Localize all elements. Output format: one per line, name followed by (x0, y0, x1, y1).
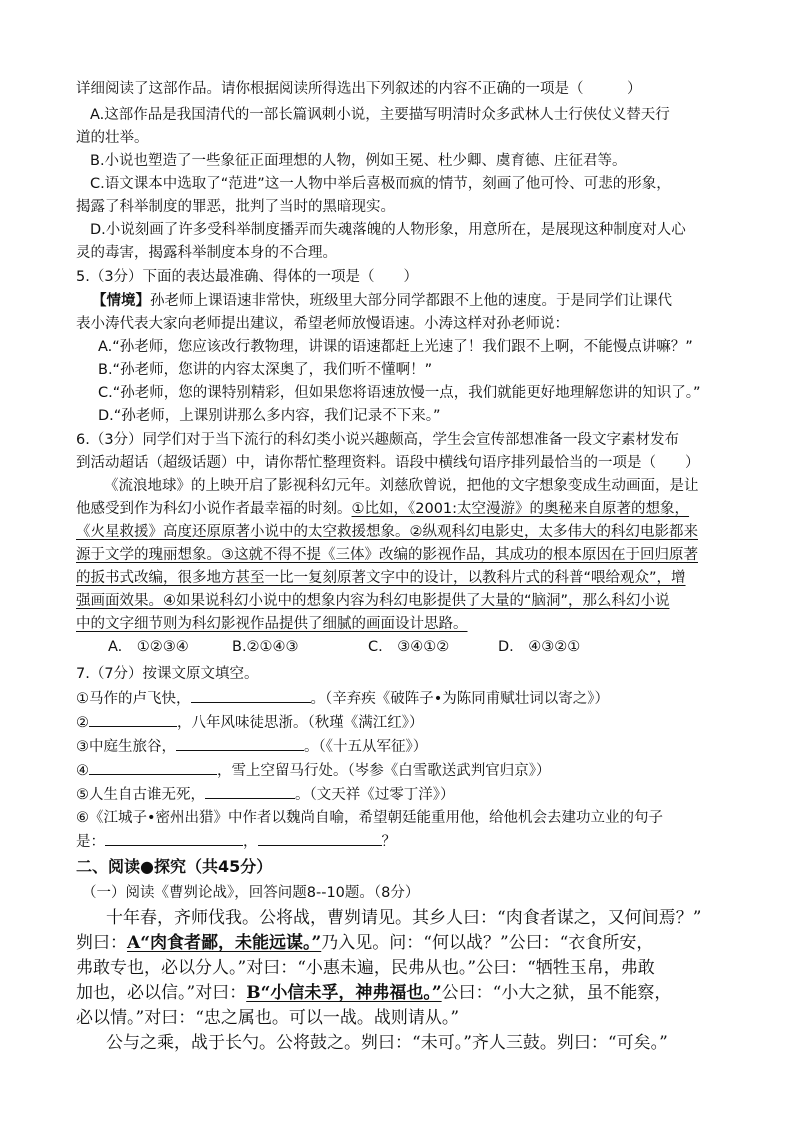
q7-blank-field[interactable] (258, 831, 382, 846)
q5-option-d: D.“孙老师，上课别讲那么多内容，我们记录不下来。” (98, 408, 441, 424)
q6-underlined-sentence: 源于文学的瑰丽想象。③这就不得不提《三体》改编的影视作品，其成功的根本原因在于回归原著 (76, 547, 698, 563)
q6-passage-line: 《流浪地球》的上映开启了影视科幻元年。刘慈欣曾说，把他的文字想象变成生动画面，是让 (104, 478, 699, 494)
q5-context-cont: 表小涛代表大家向老师提出建议，希望老师放慢语速。小涛这样对孙老师说： (76, 316, 569, 332)
q5-context (92, 291, 672, 311)
q7-blank-field[interactable] (176, 736, 304, 751)
q7-blank-field[interactable] (191, 688, 311, 703)
q7-blank-field[interactable] (205, 784, 295, 799)
q7-source: 。（文天祥《过零丁洋》） (295, 787, 455, 803)
q5-stem: 5.（3分）下面的表达最准确、得体的一项是（ ） (76, 269, 419, 285)
q7-blank-field[interactable] (89, 712, 177, 727)
q6-underlined-sentence: 《火星救援》高度还原原著小说中的太空救援想象。②纵观科幻电影史，太多伟大的科幻电影都来 (76, 524, 698, 540)
q7-source: ，雪上空留马行处。（岑参《白雪歌送武判官归京》） (217, 763, 551, 779)
q5-option-c: C.“孙老师，您的课特别精彩，但如果您将语速放慢一点，我们就能更好地理解您讲的知识了。” (98, 385, 701, 401)
q4-option-d-cont: 灵的毒害，揭露科举制度本身的不合理。 (76, 245, 337, 261)
q6-passage-text: 他感受到作为科幻小说作者最幸福的时刻。 (76, 501, 352, 517)
q7-blank-line (76, 736, 427, 757)
passage-intro: （一）阅读《曹刿论战》，回答问题8--10题。（8分） (82, 885, 420, 901)
q7-stem: 7.（7分）按课文原文填空。 (76, 666, 259, 682)
q5-context-tag: 【情境】 (92, 293, 150, 309)
q6-underlined-sentence: 的扳书式改编，很多地方甚至一比一复刻原著文字中的设计，以教科片式的科普“喂给观众”，增 (76, 570, 686, 586)
q7-prompt: ③中庭生旅谷， (76, 739, 176, 755)
q7-item-6: ⑥《江城子•密州出猎》中作者以魏尚自喻，希望朝廷能重用他，给他机会去建功立业的句子 (76, 810, 664, 826)
q7-blank-line (76, 712, 424, 733)
q6-option-d: D. ④③②① (498, 639, 581, 655)
q6-option-c: C. ③④①② (368, 639, 450, 655)
passage-line (76, 982, 671, 1004)
passage-line: 十年春，齐师伐我。公将战，曹刿请见。其乡人曰：“肉食者谋之，又何间焉？” (106, 908, 702, 928)
q7-blank-field[interactable] (105, 831, 243, 846)
q7-blank-line (76, 760, 551, 781)
q4-option-c-cont: 揭露了科举制度的罪恶，批判了当时的黑暗现实。 (76, 199, 395, 215)
q7-end-mark: ？ (381, 834, 396, 850)
q4-stem: 详细阅读了这部作品。请你根据阅读所得选出下列叙述的内容不正确的一项是（ ） (76, 81, 642, 97)
q7-prompt: ⑤人生自古谁无死， (76, 787, 205, 803)
passage-text: 乃入见。问：“何以战？”公曰：“衣食所安， (321, 933, 654, 953)
q7-source: 。（辛弃疾《破阵子•为陈同甫赋壮词以寄之》） (310, 691, 610, 707)
passage-text: 加也，必以信。”对曰： (76, 983, 247, 1003)
q5-option-b: B.“孙老师，您讲的内容太深奥了，我们听不懂啊！” (98, 362, 433, 378)
passage-text: 刿曰： (76, 933, 127, 953)
q6-option-b: B.②①④③ (232, 639, 299, 655)
passage-underlined-a: A“肉食者鄙，未能远谋。” (127, 933, 322, 953)
passage-line (76, 932, 653, 954)
q7-prompt: ④ (76, 763, 89, 779)
q7-prompt: ①马作的卢飞快， (76, 691, 191, 707)
q4-option-a-cont: 道的壮举。 (76, 130, 149, 146)
q7-blank-line (76, 688, 609, 709)
q6-stem-cont: 到活动超话（超级话题）中，请你帮忙整理资料。语段中横线句语序排列最恰当的一项是（ ） (76, 455, 700, 471)
q6-stem: 6.（3分）同学们对于当下流行的科幻类小说兴趣颇高，学生会宣传部想准备一段文字素材发布 (76, 432, 680, 448)
q4-option-d: D.小说刻画了许多受科举制度播弄而失魂落魄的人物形象，用意所在，是展现这种制度对人心 (90, 222, 686, 238)
passage-underlined-b: B“小信未孚，神弗福也。” (246, 983, 442, 1003)
q7-blank-field[interactable] (89, 760, 217, 775)
q4-option-c: C.语文课本中选取了“范进”这一人物中举后喜极而疯的情节，刻画了他可怜、可悲的形象， (90, 176, 671, 192)
q7-blank-line (76, 784, 455, 805)
q6-underlined-sentence: 中的文字细节则为科幻影视作品提供了细腻的画面设计思路。 (76, 616, 468, 632)
q4-option-b: B.小说也塑造了一些象征正面理想的人物，例如王冕、杜少卿、虞育德、庄征君等。 (90, 153, 627, 169)
q7-source: 。（《十五从军征》） (304, 739, 428, 755)
passage-line: 公与之乘，战于长勺。公将鼓之。刿曰：“未可。”齐人三鼓。刿曰：“可矣。” (106, 1033, 668, 1053)
q7-source: ，八年风味徒思浙。（秋瑾《满江红》） (177, 715, 424, 731)
q6-option-a: A. ①②③④ (108, 639, 189, 655)
q7-prompt: 是： (76, 834, 105, 850)
q6-underlined-sentence: ①比如，《2001:太空漫游》的奥秘来自原著的想象， (351, 501, 690, 517)
q7-prompt: ② (76, 715, 89, 731)
q5-option-a: A.“孙老师，您应该改行教物理，讲课的语速都赶上光速了！我们跟不上啊，不能慢点讲嘛？” (98, 339, 693, 355)
q7-separator: ， (243, 834, 258, 850)
passage-text: 公曰：“小大之狱，虽不能察， (441, 983, 672, 1003)
q7-blank-line (76, 831, 396, 852)
q5-context-text: 孙老师上课语速非常快，班级里大部分同学都跟不上他的速度。于是同学们让课代 (150, 293, 672, 309)
q6-underlined-sentence: 强画面效果。④如果说科幻小说中的想象内容为科幻电影提供了大量的“脑洞”，那么科幻小说 (76, 593, 670, 609)
q6-passage-line (76, 499, 689, 519)
q4-option-a: A.这部作品是我国清代的一部长篇讽刺小说，主要描写明清时众多武林人士行侠仗义替天行 (90, 107, 670, 123)
section-title: 二、阅读●探究（共45分） (76, 857, 273, 876)
passage-line: 必以情。”对曰：“忠之属也。可以一战。战则请从。” (76, 1008, 460, 1028)
passage-line: 弗敢专也，必以分人。”对曰：“小惠未遍，民弗从也。”公曰：“牺牲玉帛，弗敢 (76, 958, 655, 978)
